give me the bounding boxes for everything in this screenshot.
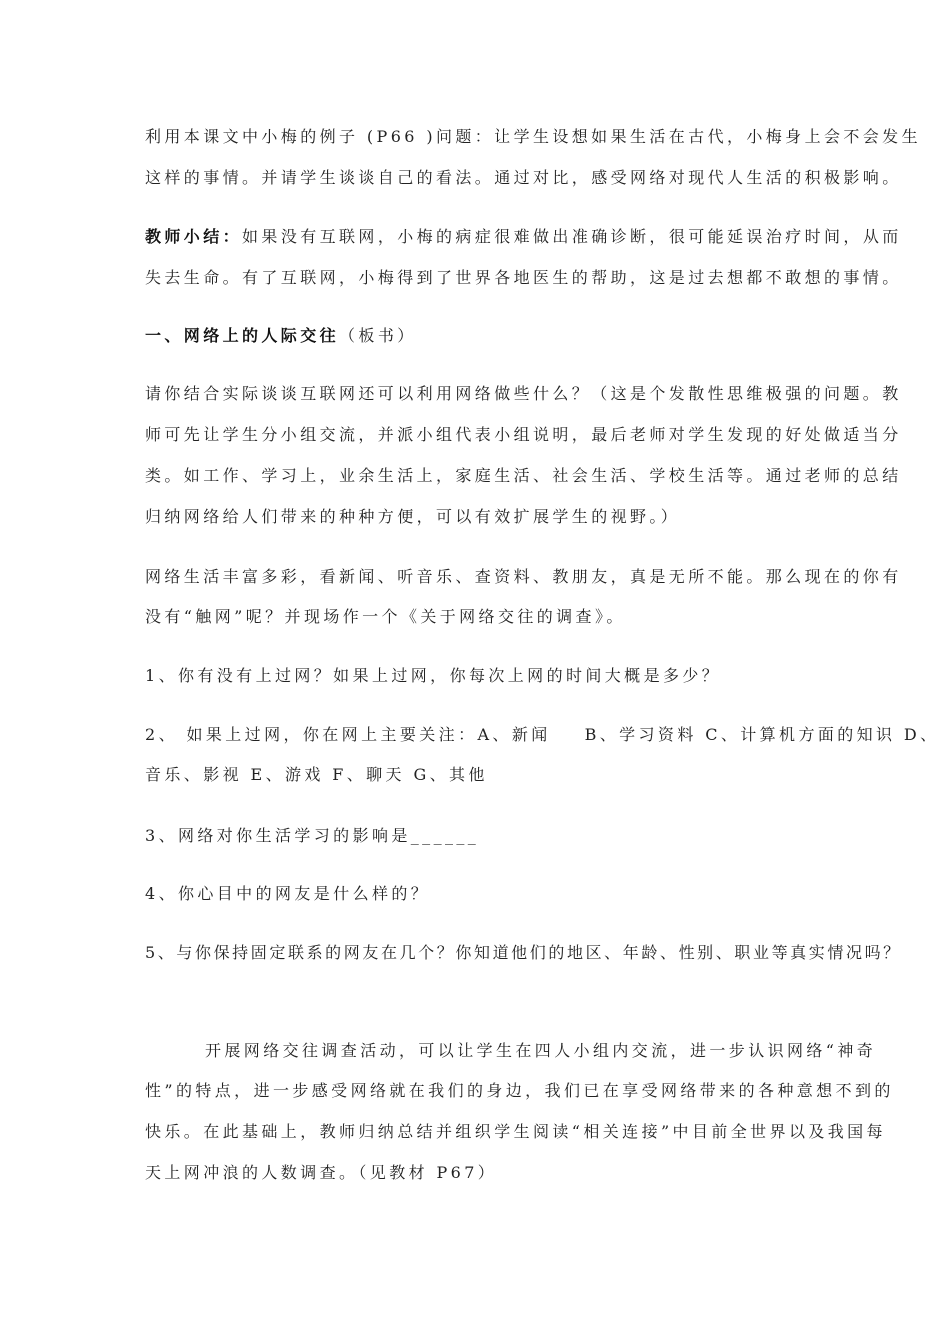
discussion-line: 请你结合实际谈谈互联网还可以利用网络做些什么？（这是个发散性思维极强的问题。教 — [145, 384, 902, 403]
discussion-line: 师可先让学生分小组交流，并派小组代表小组说明，最后老师对学生发现的好处做适当分 — [145, 425, 902, 444]
intro-line: 这样的事情。并请学生谈谈自己的看法。通过对比，感受网络对现代人生活的积极影响。 — [145, 168, 902, 187]
teacher-summary-label: 教师小结： — [145, 227, 243, 246]
discussion-line: 归纳网络给人们带来的种种方便，可以有效扩展学生的视野。） — [145, 507, 681, 526]
section-heading-title: 一、网络上的人际交往 — [145, 326, 340, 345]
survey-question: 3、网络对你生活学习的影响是______ — [145, 826, 480, 845]
conclusion-line: 快乐。在此基础上，教师归纳总结并组织学生阅读“相关连接”中目前全世界以及我国每 — [145, 1122, 886, 1141]
intro-line: 利用本课文中小梅的例子 (P66 )问题：让学生设想如果生活在古代，小梅身上会不会发生 — [145, 127, 921, 146]
survey-question: 音乐、影视 E、游戏 F、聊天 G、其他 — [145, 765, 488, 784]
section-heading — [145, 326, 417, 346]
conclusion-line: 性”的特点，进一步感受网络就在我们的身边，我们已在享受网络带来的各种意想不到的 — [145, 1081, 894, 1100]
teacher-summary-line: 失去生命。有了互联网，小梅得到了世界各地医生的帮助，这是过去想都不敢想的事情。 — [145, 268, 902, 287]
section-heading-note: （板书） — [339, 326, 417, 345]
survey-question: 1、你有没有上过网？如果上过网，你每次上网的时间大概是多少？ — [145, 666, 722, 685]
teacher-summary-line — [145, 227, 902, 247]
discussion-line: 类。如工作、学习上，业余生活上，家庭生活、社会生活、学校生活等。通过老师的总结 — [145, 466, 902, 485]
survey-intro-line: 没有“触网”呢？并现场作一个《关于网络交往的调查》。 — [145, 607, 626, 626]
teacher-summary-text: 如果没有互联网，小梅的病症很难做出准确诊断，很可能延误治疗时间，从而 — [242, 227, 902, 246]
survey-question: 4、你心目中的网友是什么样的？ — [145, 884, 431, 903]
survey-question: 5、与你保持固定联系的网友在几个？你知道他们的地区、年龄、性别、职业等真实情况吗？ — [145, 943, 902, 962]
survey-intro-line: 网络生活丰富多彩，看新闻、听音乐、查资料、教朋友，真是无所不能。那么现在的你有 — [145, 567, 902, 586]
conclusion-line: 开展网络交往调查活动，可以让学生在四人小组内交流，进一步认识网络“神奇 — [205, 1041, 877, 1060]
conclusion-line: 天上网冲浪的人数调查。（见教材 P67） — [145, 1163, 498, 1182]
survey-question: 2、 如果上过网，你在网上主要关注：A、新闻 B、学习资料 C、计算机方面的知识 D、 — [145, 725, 940, 744]
